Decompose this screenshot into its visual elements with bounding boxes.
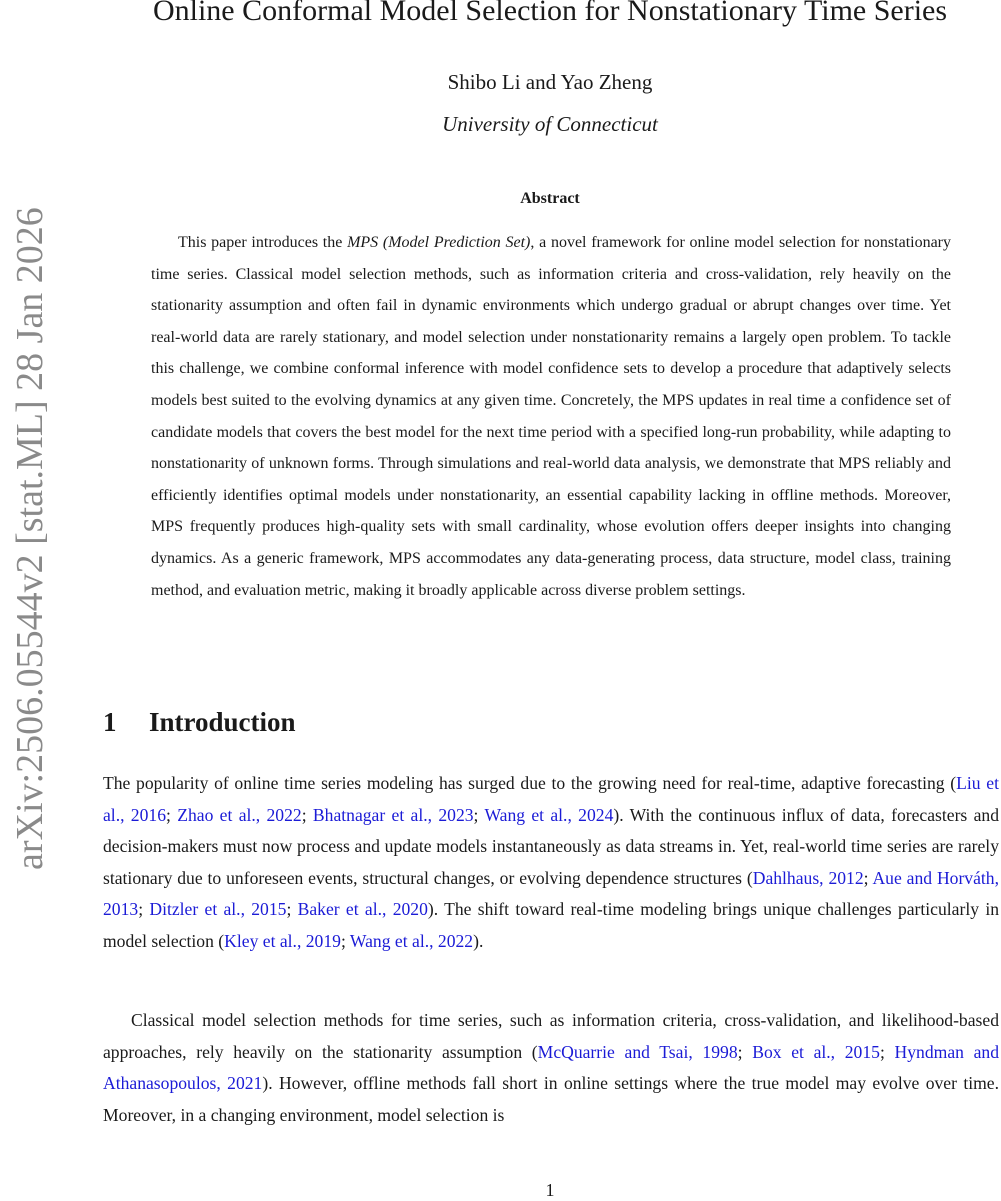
citation-link[interactable]: Box et al., 2015: [752, 1041, 880, 1062]
text-span: ). The shift toward real-time modeling brings unique challenges particularly in model selection (: [103, 899, 999, 951]
text-span: ;: [879, 1041, 895, 1062]
author-list: Shibo Li and Yao Zheng: [447, 70, 653, 94]
text-span: ). With the continuous influx of data, forecasters and decision-makers must now process and update models instantaneously as data streams in. Yet, real-world time series are rarely stationary due to unforeseen events, structural changes, or evolving dependence structures (: [103, 804, 999, 888]
text-span: ;: [340, 930, 350, 951]
text-span: ). However, offline methods fall short in online settings where the true model may evolve over time. Moreover, in a changing environment, model selection is: [103, 1073, 999, 1125]
citation-link[interactable]: Zhao et al., 2022: [177, 804, 302, 825]
abstract-body: [151, 227, 951, 606]
citation-link[interactable]: McQuarrie and Tsai, 1998: [537, 1041, 738, 1062]
intro-paragraph-1: [103, 768, 999, 958]
text-span: Classical model selection methods for time series, such as information criteria, cross-validation, and likelihood-based approaches, rely heavily on the stationarity assumption (: [103, 1010, 999, 1062]
abstract-text: , a novel framework for online model selection for nonstationary time series. Classical model selection methods, such as information criteria and cross-validation, rely heavily on the stationarity assumption and often fail in dynamic environments which undergo gradual or abrupt changes over time. Yet real-world data are rarely stationary, and model selection under nonstationarity remains a largely open problem. To tackle this challenge, we combine conformal inference with model confidence sets to develop a procedure that adaptively selects models best suited to the evolving dynamics at any given time. Concretely, the MPS updates in real time a confidence set of candidate models that covers the best model for the next time period with a specified long-run probability, while adapting to nonstationarity of unknown forms. Through simulations and real-world data analysis, we demonstrate that MPS reliably and efficiently identifies optimal models under nonstationarity, an essential capability lacking in offline methods. Moreover, MPS frequently produces high-quality sets with small cardinality, whose evolution offers deeper insights into changing dynamics. As a generic framework, MPS accommodates any data-generating process, data structure, model class, training method, and evaluation metric, making it broadly applicable across diverse problem settings.: [151, 234, 952, 599]
text-span: ;: [863, 867, 873, 888]
abstract-italic-term: MPS (Model Prediction Set): [347, 234, 531, 251]
citation-link[interactable]: Aue and Horváth, 2013: [103, 867, 1000, 920]
text-span: ;: [301, 804, 313, 825]
abstract-heading: Abstract: [520, 190, 580, 207]
arxiv-identifier-stamp[interactable]: arXiv:2506.05544v2 [stat.ML] 28 Jan 2026: [9, 207, 51, 870]
citation-link[interactable]: Wang et al., 2022: [349, 930, 474, 951]
text-span: ).: [473, 930, 484, 951]
page-number: 1: [545, 1180, 555, 1200]
citation-link[interactable]: Hyndman and Athanasopoulos, 2021: [103, 1041, 999, 1094]
citation-link[interactable]: Liu et al., 2016: [103, 773, 1000, 825]
citation-link[interactable]: Dahlhaus, 2012: [752, 867, 864, 888]
paper-title: Online Conformal Model Selection for Nonstationary Time Series: [152, 0, 948, 27]
author-affiliation: University of Connecticut: [442, 112, 658, 136]
section-heading: [103, 707, 296, 738]
section-title: Introduction: [149, 707, 296, 737]
text-span: ;: [737, 1041, 753, 1062]
citation-link[interactable]: Wang et al., 2024: [484, 804, 614, 825]
text-span: ;: [473, 804, 485, 825]
citation-link[interactable]: Baker et al., 2020: [297, 899, 428, 920]
text-span: ;: [138, 899, 150, 920]
text-span: The popularity of online time series modeling has surged due to the growing need for real-time, adaptive forecasting (: [103, 773, 957, 793]
citation-link[interactable]: Ditzler et al., 2015: [149, 899, 287, 920]
citation-link[interactable]: Bhatnagar et al., 2023: [312, 804, 474, 825]
abstract-intro: This paper introduces the: [178, 234, 348, 251]
intro-paragraph-2: [103, 1005, 999, 1131]
text-span: ;: [166, 804, 178, 825]
section-number: 1: [103, 707, 117, 737]
text-span: ;: [286, 899, 298, 920]
citation-link[interactable]: Kley et al., 2019: [224, 930, 341, 951]
